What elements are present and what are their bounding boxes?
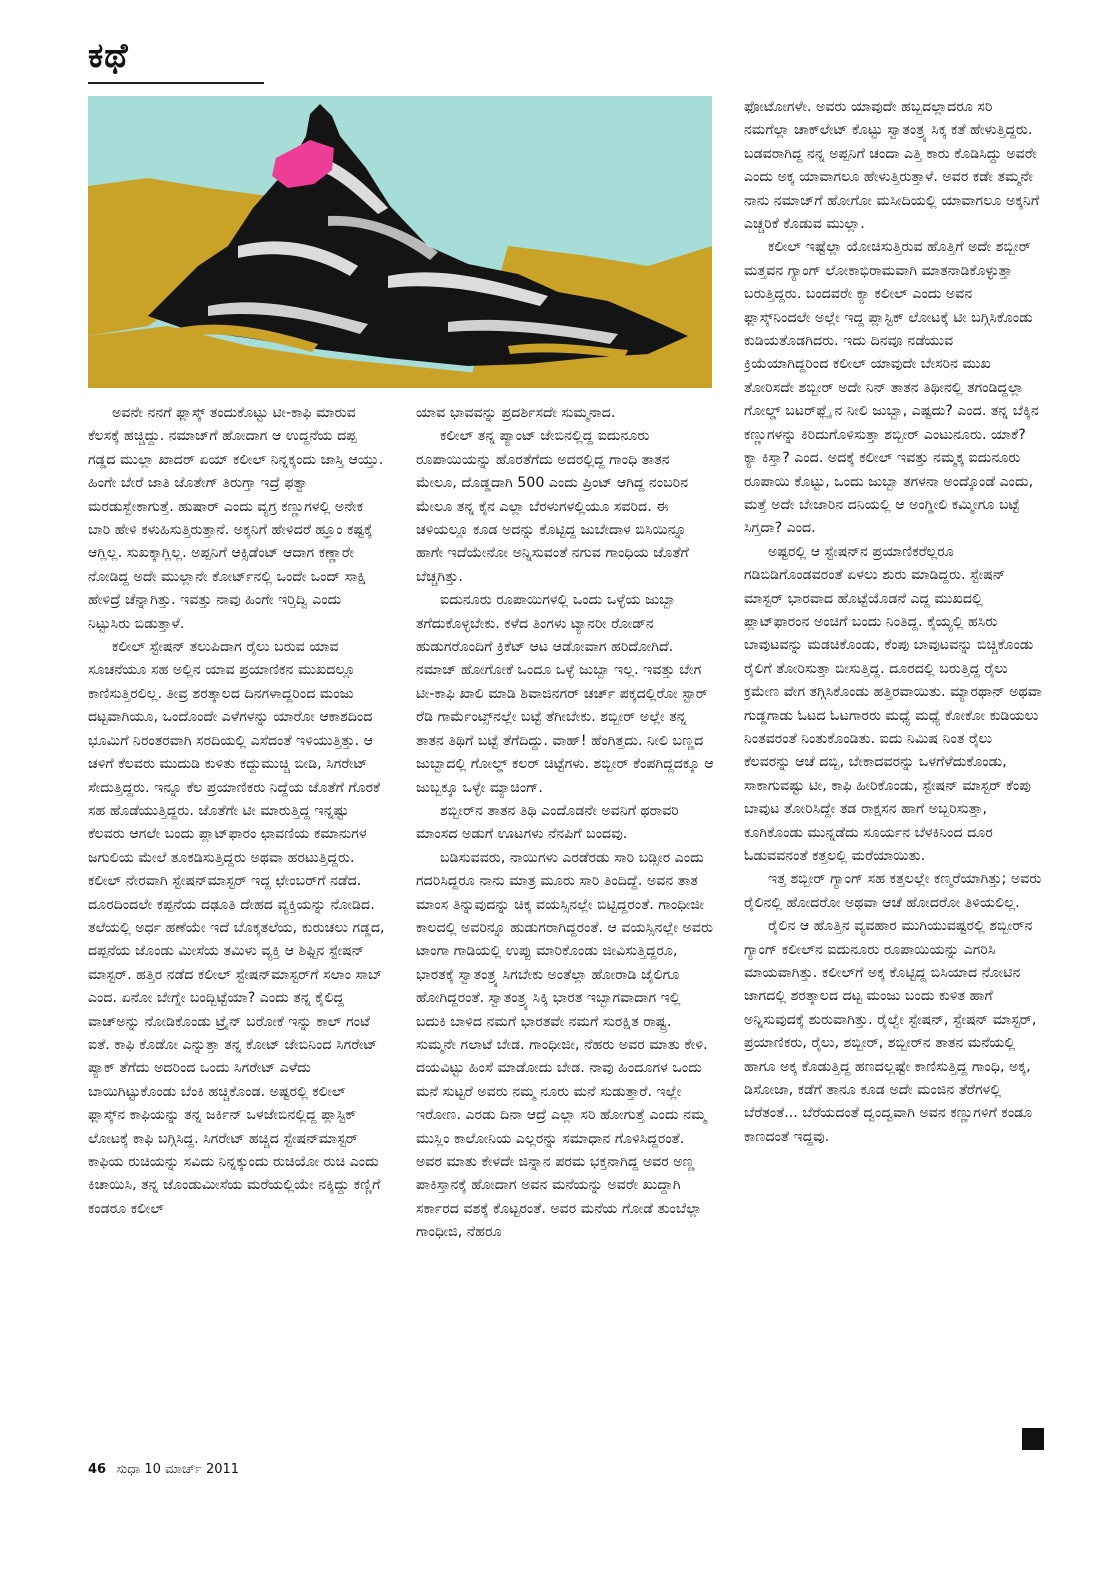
story-illustration [88, 96, 712, 388]
paragraph: ಫೋಟೋಗಳೇ. ಅವರು ಯಾವುದೇ ಹಬ್ಬದಲ್ಲಾದರೂ ಸರಿ ನಮಗೆಲ್ಲಾ ಚಾಕ್‌ಲೇಟ್ ಕೊಟ್ಟು ಸ್ವಾತಂತ್ರ್ಯ ಸಿಕ್ಕ ಕತೆ ಹೇಳುತ್ತಿದ್ದರು. ಬಡವರಾಗಿದ್ದ ನನ್ನ ಅಪ್ಪನಿಗೆ ಚಂದಾ ಎತ್ತಿ ಕಾರು ಕೊಡಿಸಿದ್ದು ಅವರೇ ಎಂದು ಅಕ್ಕ ಯಾವಾಗಲೂ ಹೇಳುತ್ತಿರುತ್ತಾಳೆ. ಅವರ ಕಡೇ ತಮ್ಮನೇ ನಾನು ನಮಾಜ್‌ಗೆ ಹೋಗೋ ಮಸೀದಿಯಲ್ಲಿ ಯಾವಾಗಲೂ ಅಕ್ಕನಿಗೆ ಎಚ್ಚರಿಕೆ ಕೊಡುವ ಮುಲ್ಲಾ. [744, 99, 1040, 233]
paragraph: ಶಬ್ಬೀರ್‌ನ ತಾತನ ತಿಥಿ ಎಂದೊಡನೇ ಅವನಿಗೆ ಥರಾವರಿ ಮಾಂಸದ ಅಡುಗೆ ಊಟಗಳು ನೆನಪಿಗೆ ಬಂದವು. [416, 802, 679, 843]
paragraph: ಕಲೀಲ್ ಇಷ್ಟೆಲ್ಲಾ ಯೋಚಿಸುತ್ತಿರುವ ಹೊತ್ತಿಗೆ ಅದೇ ಶಬ್ಬೀರ್ ಮತ್ತವನ ಗ್ಯಾಂಗ್ ಲೋಕಾಭಿರಾಮವಾಗಿ ಮಾತನಾಡಿಕೊಳ್ಳುತ್ತಾ ಬರುತ್ತಿದ್ದರು. ಬಂದವರೇ ಕ್ಯಾ ಕಲೀಲ್ ಎಂದು ಅವನ ಫ್ಲಾಸ್ಕ್‌ನಿಂದಲೇ ಅಲ್ಲೇ ಇದ್ದ ಪ್ಲಾಸ್ಟಿಕ್ ಲೋಟಕ್ಕೆ ಟೀ ಬಗ್ಗಿಸಿಕೊಂಡು ಕುಡಿಯತೊಡಗಿದರು. ಇದು ದಿನವೂ ನಡೆಯುವ ಕ್ರಿಯೆಯಾಗಿದ್ದರಿಂದ ಕಲೀಲ್ ಯಾವುದೇ ಬೇಸರಿನ ಮುಖ ತೋರಿಸದೇ ಶಬ್ಬೀರ್ ಅದೇ ನಿನ್ ತಾತನ ತಿಥೀನಲ್ಲಿ ತಗಂಡಿದ್ದಲ್ಲಾ ಗೋಲ್ಡ್ ಬಟರ್‌ಫ್ಲೈ ನ ನೀಲಿ ಜುಬ್ಬಾ, ಎಷ್ಟದು? ಎಂದ. ತನ್ನ ಬೆಕ್ಕಿನ ಕಣ್ಣುಗಳನ್ನು ಕಿರಿದುಗೊಳಿಸುತ್ತಾ ಶಬ್ಬೀರ್ ಎಂಟುನೂರು. ಯಾಕೆ? ಕ್ಯಾ ಕಿಸ್ತಾ? ಎಂದ. ಅದಕ್ಕೆ ಕಲೀಲ್ ಇವತ್ತು ನಮ್ಮಕ್ಕ ಐದುನೂರು ರೂಪಾಯಿ ಕೊಟ್ಟು, ಒಂದು ಜುಬ್ಬಾ ತಗಳನಾ ಅಂದ್ಕೊಂಡೆ ಎಂದು, ಮತ್ತೆ ಅದೇ ಬೇಜಾರಿನ ದನಿಯಲ್ಲಿ ಆ ಅಂಗ್ಡೀಲಿ ಕಮ್ಮೀಗೂ ಬಟ್ಟೆ ಸಿಗ್ತದಾ? ಎಂದ. [744, 239, 1039, 537]
paragraph: ಐದುನೂರು ರೂಪಾಯಿಗಳಲ್ಲಿ ಒಂದು ಒಳ್ಳೆಯ ಜುಬ್ಬಾ ತಗೆದುಕೊಳ್ಳಬೇಕು. ಕಳೆದ ತಿಂಗಳು ಟ್ಯಾನರೀ ರೋಡ್‌ನ ಹುಡುಗರೊಂದಿಗೆ ಕ್ರಿಕೆಟ್ ಆಟ ಆಡೋವಾಗ ಹರಿದೋಗಿದೆ. ನಮಾಜ್ ಹೋಗೋಕೆ ಒಂದೂ ಒಳ್ಳೆ ಜುಬ್ಬಾ ಇಲ್ಲ. ಇವತ್ತು ಬೇಗ ಟೀ-ಕಾಫಿ ಖಾಲಿ ಮಾಡಿ ಶಿವಾಜಿನಗರ್ ಚರ್ಚ್ ಪಕ್ಕದಲ್ಲಿರೋ ಸ್ಟಾರ್ ರೆಡಿ ಗಾರ್ಮೆಂಟ್ಸ್‌ನಲ್ಲೇ ಬಟ್ಟೆ ತೆಗೀಬೇಕು. ಶಬ್ಬೀರ್ ಅಲ್ಲೇ ತನ್ನ ತಾತನ ತಿಥಿಗೆ ಬಟ್ಟೆ ತೆಗೆದಿದ್ದು. ವಾಹ್! ಹೆಂಗಿತ್ತದು. ನೀಲಿ ಬಣ್ಣದ ಜುಬ್ಬಾದಲ್ಲಿ ಗೋಲ್ಡ್ ಕಲರ್ ಚಿಟ್ಟೆಗಳು. ಶಬ್ಬೀರ್ ಕೆಂಪಗಿದ್ದದಕ್ಕೂ ಆ ಜುಬ್ಬಕ್ಕೂ ಒಳ್ಳೇ ಮ್ಯಾಚಿಂಗ್. [416, 592, 714, 796]
paragraph: ಅಷ್ಟರಲ್ಲಿ ಆ ಸ್ಟೇಷನ್‌ನ ಪ್ರಯಾಣಿಕರೆಲ್ಲರೂ ಗಡಿಬಿಡಿಗೊಂಡವರಂತೆ ಏಳಲು ಶುರು ಮಾಡಿದ್ದರು. ಸ್ಟೇಷನ್ ಮಾಸ್ಟರ್ ಭಾರವಾದ ಹೊಟ್ಟೆಯೊಡನೆ ಎದ್ದ ಮುಖದಲ್ಲಿ ಪ್ಲಾಟ್‌ಫಾರಂನ ಅಂಚಿಗೆ ಬಂದು ನಿಂತಿದ್ದ. ಕೈಯ್ಯಲ್ಲಿ ಹಸಿರು ಬಾವುಟವನ್ನು ಮಡಚಿಕೊಂಡು, ಕೆಂಪು ಬಾವುಟವನ್ನು ಬಿಚ್ಚಿಕೊಂಡು ರೈಲಿಗೆ ತೋರಿಸುತ್ತಾ ಬೀಸುತ್ತಿದ್ದ. ದೂರದಲ್ಲಿ ಬರುತ್ತಿದ್ದ ರೈಲು ಕ್ರಮೇಣ ವೇಗ ತಗ್ಗಿಸಿಕೊಂಡು ಹತ್ತಿರವಾಯಿತು. ಮ್ಯಾರಥಾನ್ ಅಥವಾ ಗುಡ್ಡಗಾಡು ಓಟದ ಓಟಗಾರರು ಮಧ್ಯೆ ಮಧ್ಯೆ ಕೋಕೋ ಕುಡಿಯಲು ನಿಂತವರಂತೆ ನಿಂತುಕೊಂಡಿತು. ಐದು ನಿಮಿಷ ನಿಂತ ರೈಲು ಕೆಲವರನ್ನು ಆಚೆ ದಬ್ಬಿ, ಬೇಕಾದವರನ್ನು ಒಳಗೆಳೆದುಕೊಂಡು, ಸಾಕಾಗುವಷ್ಟು ಟೀ, ಕಾಫಿ ಹೀರಿಕೊಂಡು, ಸ್ಟೇಷನ್ ಮಾಸ್ಟರ್ ಕೆಂಪು ಬಾವುಟ ತೋರಿಸಿದ್ದೇ ತಡ ರಾಕ್ಷಸನ ಹಾಗೆ ಅಬ್ಬರಿಸುತ್ತಾ, ಕೂಗಿಕೊಂಡು ಮುನ್ನಡೆದು ಸೂರ್ಯನ ಬೆಳಕಿನಿಂದ ದೂರ ಓಡುವವನಂತೆ ಕತ್ತಲಲ್ಲಿ ಮರೆಯಾಯಿತು. [744, 543, 1042, 864]
text-column-1 [88, 402, 386, 1458]
paragraph: ಕಲೀಲ್ ಸ್ಟೇಷನ್ ತಲುಪಿದಾಗ ರೈಲು ಬರುವ ಯಾವ ಸೂಚನೆಯೂ ಸಹ ಅಲ್ಲಿನ ಯಾವ ಪ್ರಯಾಣಿಕನ ಮುಖದಲ್ಲೂ ಕಾಣಿಸುತ್ತಿರಲಿಲ್ಲ. ತೀವ್ರ ಶರತ್ಕಾಲದ ದಿನಗಳಾದ್ದರಿಂದ ಮಂಜು ದಟ್ಟವಾಗಿಯೂ, ಒಂದೊಂದೇ ಎಳೆಗಳನ್ನು ಯಾರೋ ಆಕಾಶದಿಂದ ಭೂಮಿಗೆ ನಿರಂತರವಾಗಿ ಸರದಿಯಲ್ಲಿ ಎಸೆದಂತೆ ಇಳಿಯುತ್ತಿತ್ತು. ಆ ಚಳಿಗೆ ಕೆಲವರು ಮುದುಡಿ ಕುಳಿತು ಕದ್ದುಮುಚ್ಚಿ ಬೀಡಿ, ಸಿಗರೇಟ್ ಸೇದುತ್ತಿದ್ದರು. ಇನ್ನೂ ಕೆಲ ಪ್ರಯಾಣಿಕರು ನಿದ್ದೆಯ ಜೊತೆಗೆ ಗೊರಕೆ ಸಹ ಹೊಡೆಯುತ್ತಿದ್ದರು. ಜೊತೆಗೇ ಟೀ ಮಾರುತ್ತಿದ್ದ ಇನ್ನಷ್ಟು ಕೆಲವರು ಆಗಲೇ ಬಂದು ಪ್ಲಾಟ್‌ಫಾರಂ ಛಾವಣಿಯ ಕಮಾನುಗಳ ಜಗುಲಿಯ ಮೇಲೆ ತೂಕಡಿಸುತ್ತಿದ್ದರು ಅಥವಾ ಹರಟುತ್ತಿದ್ದರು. ಕಲೀಲ್ ನೇರವಾಗಿ ಸ್ಟೇಷನ್‌ಮಾಸ್ಟರ್ ಇದ್ದ ಛೇಂಬರ್‌ಗೆ ನಡೆದ. ದೂರದಿಂದಲೇ ಕಪ್ಪನೆಯ ದಢೂತಿ ದೇಹದ ವ್ಯಕ್ತಿಯನ್ನು ನೋಡಿದ. ತಲೆಯಲ್ಲಿ ಅರ್ಧ ಹಣೆಯೇ ಇದೆ ಬೊಕ್ಕತಲೆಯ, ಕುರುಚಲು ಗಡ್ಡದ, ದಪ್ಪನೆಯ ಜೊಂಡು ಮೀಸೆಯ ತಮಿಳು ವ್ಯಕ್ತಿ ಆ ಶಿಫ್ಟಿನ ಸ್ಟೇಷನ್ ಮಾಸ್ಟರ್. ಹತ್ತಿರ ನಡೆದ ಕಲೀಲ್ ಸ್ಟೇಷನ್‌ಮಾಸ್ಟರ್‌ಗೆ ಸಲಾಂ ಸಾಬ್ ಎಂದ. ಏನೋ ಬೇಗ್ನೇ ಬಂದ್ಬಿಟ್ಟೆಯಾ? ಎಂದು ತನ್ನ ಕೈಲಿದ್ದ ವಾಚ್‌ಅನ್ನು ನೋಡಿಕೊಂಡು ಟ್ರೈನ್ ಬರೋಕೆ ಇನ್ನು ಕಾಲ್ ಗಂಟೆ ಐತೆ. ಕಾಫಿ ಕೊಡೋ ಎನ್ನುತ್ತಾ ತನ್ನ ಕೋಟ್ ಜೇಬಿನಿಂದ ಸಿಗರೇಟ್ ಪ್ಯಾಕ್ ತೆಗೆದು ಅದರಿಂದ ಒಂದು ಸಿಗರೇಟ್ ಎಳೆದು ಬಾಯಿಗಿಟ್ಟುಕೊಂಡು ಬೆಂಕಿ ಹಚ್ಚಿಕೊಂಡ. ಅಷ್ಟರಲ್ಲಿ ಕಲೀಲ್ ಫ್ಲಾಸ್ಕ್‌ನ ಕಾಫಿಯನ್ನು ತನ್ನ ಜರ್ಕಿನ್ ಒಳಜೇಬಿನಲ್ಲಿದ್ದ ಪ್ಲಾಸ್ಟಿಕ್ ಲೋಟಕ್ಕೆ ಕಾಫಿ ಬಗ್ಗಿಸಿದ್ದ. ಸಿಗರೇಟ್ ಹಚ್ಚಿದ ಸ್ಟೇಷನ್‌ಮಾಸ್ಟರ್ ಕಾಫಿಯ ರುಚಿಯನ್ನು ಸವಿದು ನಿನ್ನಕ್ಕುಂದು ರುಚಿಯೋ ರುಚಿ ಎಂದು ಕಿಚಾಯಿಸಿ, ತನ್ನ ಜೊಂಡುಮೀಸೆಯ ಮರೆಯಲ್ಲಿಯೇ ನಕ್ಕಿದ್ದು ಕಣ್ಣಿಗೆ ಕಂಡರೂ ಕಲೀಲ್ [88, 639, 385, 1217]
section-title: ಕಥೆ [88, 36, 129, 76]
paragraph: ಅವನೇ ನನಗೆ ಫ್ಲಾಸ್ಕ್ ತಂದುಕೊಟ್ಟು ಟೀ-ಕಾಫಿ ಮಾರುವ ಕೆಲಸಕ್ಕೆ ಹಚ್ಚಿದ್ದು. ನಮಾಜ್‌ಗೆ ಹೋದಾಗ ಆ ಉದ್ದನೆಯ ದಪ್ಪ ಗಡ್ಡದ ಮುಲ್ಲಾ ಖಾದರ್ ಏಯ್ ಕಲೀಲ್ ನಿನ್ನಕ್ಕಂದು ಜಾಸ್ತಿ ಆಯ್ತು. ಹಿಂಗೇ ಬೇರೆ ಜಾತಿ ಜೊತೇಗ್ ತಿರುಗ್ತಾ ಇದ್ರೆ ಫತ್ವಾ ಮರಡುಸ್ಬೇಕಾಗುತ್ತೆ. ಹುಷಾರ್ ಎಂದು ವ್ಯಗ್ರ ಕಣ್ಣುಗಳಲ್ಲಿ ಅನೇಕ ಬಾರಿ ಹೇಳಿ ಕಳುಹಿಸುತ್ತಿರುತ್ತಾನೆ. ಅಕ್ಕನಿಗೆ ಹೇಳಿದರೆ ಹ್ಞೂಂ ಕಷ್ಟಕ್ಕೆ ಆಗ್ಲಿಲ್ಲ. ಸುಖಕ್ಕಾಗ್ಲಿಲ್ಲ. ಅಪ್ಪನಿಗೆ ಆಕ್ಸಿಡೆಂಟ್ ಆದಾಗ ಕಣ್ಣಾರೇ ನೋಡಿದ್ದ ಅದೇ ಮುಲ್ಲಾನೇ ಕೋರ್ಟ್‌ನಲ್ಲಿ ಒಂದೇ ಒಂದ್ ಸಾಕ್ಷಿ ಹೇಳಿದ್ರೆ ಚೆನ್ನಾಗಿತ್ತು. ಇವತ್ತು ನಾವು ಹಿಂಗೇ ಇರ್‍ತಿದ್ವಿ ಎಂದು ನಿಟ್ಟುಸಿರು ಬಿಡುತ್ತಾಳೆ. [88, 405, 384, 632]
title-divider [88, 82, 264, 84]
paragraph: ರೈಲಿನ ಆ ಹೊತ್ತಿನ ವ್ಯವಹಾರ ಮುಗಿಯುವಷ್ಟರಲ್ಲಿ ಶಬ್ಬೀರ್‌ನ ಗ್ಯಾಂಗ್ ಕಲೀಲ್‌ನ ಐದುನೂರು ರೂಪಾಯಿಯನ್ನು ಎಗರಿಸಿ ಮಾಯವಾಗಿತ್ತು. ಕಲೀಲ್‌ಗೆ ಅಕ್ಕ ಕೊಟ್ಟಿದ್ದ ಬಿಸಿಯಾದ ನೋಟಿನ ಜಾಗದಲ್ಲಿ ಶರತ್ಕಾಲದ ದಟ್ಟ ಮಂಜು ಬಂದು ಕುಳಿತ ಹಾಗೆ ಅನ್ನಿಸುವುದಕ್ಕೆ ಶುರುವಾಗಿತ್ತು. ರೈಲ್ವೇ ಸ್ಟೇಷನ್, ಸ್ಟೇಷನ್ ಮಾಸ್ಟರ್, ಪ್ರಯಾಣಿಕರು, ರೈಲು, ಶಬ್ಬೀರ್, ಶಬ್ಬೀರ್‌ನ ತಾತನ ಮನೆಯಲ್ಲಿ ಹಾಗೂ ಅಕ್ಕ ಕೊಡುತ್ತಿದ್ದ ಹಣದಲ್ಲಷ್ಟೇ ಕಾಣಿಸುತ್ತಿದ್ದ ಗಾಂಧಿ, ಅಕ್ಕ, ಡಿಸೋಜಾ, ಕಡೆಗೆ ತಾನೂ ಕೂಡ ಅದೇ ಮಂಜಿನ ತೆರೆಗಳಲ್ಲಿ ಬೆರೆತಂತೆ... ಬೆರೆಯದಂತೆ ದ್ವಂದ್ವವಾಗಿ ಅವನ ಕಣ್ಣುಗಳಿಗೆ ಕಂಡೂ ಕಾಣದಂತೆ ಇದ್ದವು. [744, 918, 1037, 1145]
page-footer [88, 1462, 239, 1477]
paragraph: ಬಡಿಸುವವರು, ನಾಯಿಗಳು ಎರಡೆರಡು ಸಾರಿ ಬಡ್ಸೀರ ಎಂದು ಗದರಿಸಿದ್ದರೂ ನಾನು ಮಾತ್ರ ಮೂರು ಸಾರಿ ತಿಂದಿದ್ದೆ. ಅವನ ತಾತ ಮಾಂಸ ತಿನ್ನುವುದನ್ನು ಚಿಕ್ಕ ವಯಸ್ಸಿನಲ್ಲೇ ಬಿಟ್ಟಿದ್ದರಂತೆ. ಗಾಂಧೀಜೀ ಕಾಲದಲ್ಲಿ ಅವರಿನ್ನೂ ಹುಡುಗರಾಗಿದ್ದರಂತೆ. ಆ ವಯಸ್ಸಿನಲ್ಲೇ ಅವರು ಟಾಂಗಾ ಗಾಡಿಯಲ್ಲಿ ಉಪ್ಪು ಮಾರಿಕೊಂಡು ಜೀವಿಸುತ್ತಿದ್ದರೂ, ಭಾರತಕ್ಕೆ ಸ್ವಾತಂತ್ರ್ಯ ಸಿಗಬೇಕು ಅಂತೆಲ್ಲಾ ಹೋರಾಡಿ ಜೈಲಿಗೂ ಹೋಗಿದ್ದರಂತೆ. ಸ್ವಾತಂತ್ರ್ಯ ಸಿಕ್ಕಿ ಭಾರತ ಇಬ್ಭಾಗವಾದಾಗ ಇಲ್ಲಿ ಬದುಕಿ ಬಾಳಿದ ನಮಗೆ ಭಾರತವೇ ನಮಗೆ ಸುರಕ್ಷಿತ ರಾಷ್ಟ್ರ. ಸುಮ್ಮನೇ ಗಲಾಟೆ ಬೇಡ. ಗಾಂಧೀಜೀ, ನೆಹರು ಅವರ ಮಾತು ಕೇಳಿ. ದಯವಿಟ್ಟು ಹಿಂಸೆ ಮಾಡೋದು ಬೇಡ. ನಾವು ಹಿಂದೂಗಳ ಒಂದು ಮನೆ ಸುಟ್ಟರೆ ಅವರು ನಮ್ಮ ನೂರು ಮನೆ ಸುಡುತ್ತಾರೆ. ಇಲ್ಲೇ ಇರೋಣ. ಎರಡು ದಿನಾ ಆದ್ರೆ ಎಲ್ಲಾ ಸರಿ ಹೋಗುತ್ತೆ ಎಂದು ನಮ್ಮ ಮುಸ್ಲಿಂ ಕಾಲೋನಿಯ ಎಲ್ಲರನ್ನು ಸಮಾಧಾನ ಗೊಳಿಸಿದ್ದರಂತೆ. ಅವರ ಮಾತು ಕೇಳದೇ ಜಿನ್ನಾನ ಪರಮ ಭಕ್ತನಾಗಿದ್ದ ಅವರ ಅಣ್ಣ ಪಾಕಿಸ್ತಾನಕ್ಕೆ ಹೋದಾಗ ಅವನ ಮನೆಯನ್ನು ಅವರೇ ಖುದ್ದಾಗಿ ಸರ್ಕಾರದ ವಶಕ್ಕೆ ಕೊಟ್ಟರಂತೆ. ಅವರ ಮನೆಯ ಗೋಡೆ ತುಂಬೆಲ್ಲಾ ಗಾಂಧೀಜಿ, ನೆಹರೂ [416, 849, 713, 1241]
text-column-3 [744, 96, 1042, 1406]
paragraph: ಇತ್ತ ಶಬ್ಬೀರ್ ಗ್ಯಾಂಗ್ ಸಹ ಕತ್ತಲಲ್ಲೇ ಕಣ್ಮರೆಯಾಗಿತ್ತು; ಅವರು ರೈಲಿನಲ್ಲಿ ಹೋದರೋ ಅಥವಾ ಆಚೆ ಹೋದರೋ ತಿಳಿಯಲಿಲ್ಲ. [744, 871, 1042, 911]
publication-date: ಸುಧಾ 10 ಮಾರ್ಚ್ 2011 [116, 1462, 240, 1477]
paragraph: ಕಲೀಲ್ ತನ್ನ ಪ್ಯಾಂಟ್ ಜೇಬಿನಲ್ಲಿದ್ದ ಐದುನೂರು ರೂಪಾಯಿಯನ್ನು ಹೊರತೆಗೆದು ಅದರಲ್ಲಿದ್ದ ಗಾಂಧಿ ತಾತನ ಮೇಲೂ, ದೊಡ್ಡದಾಗಿ 500 ಎಂದು ಪ್ರಿಂಟ್ ಆಗಿದ್ದ ನಂಬರಿನ ಮೇಲೂ ತನ್ನ ಕೈನ ಎಲ್ಲಾ ಬೆರಳುಗಳಲ್ಲಿಯೂ ಸವರಿದ. ಈ ಚಳಿಯಲ್ಲೂ ಕೂಡ ಅದನ್ನು ಕೊಟ್ಟಿದ್ದ ಜುಬೇದಾಳ ಬಿಸಿಯಿನ್ನೂ ಹಾಗೇ ಇದೆಯೇನೋ ಅನ್ನಿಸುವಂತೆ ನಗುವ ಗಾಂಧಿಯ ಜೊತೆಗೆ ಬೆಚ್ಚಗಿತ್ತು. [416, 428, 689, 585]
story-end-mark [1022, 1428, 1044, 1450]
text-column-2 [416, 402, 714, 1458]
page-number: 46 [88, 1462, 107, 1477]
paragraph: ಯಾವ ಭಾವವನ್ನು ಪ್ರದರ್ಶಿಸದೇ ಸುಮ್ಮನಾದ. [416, 405, 616, 421]
